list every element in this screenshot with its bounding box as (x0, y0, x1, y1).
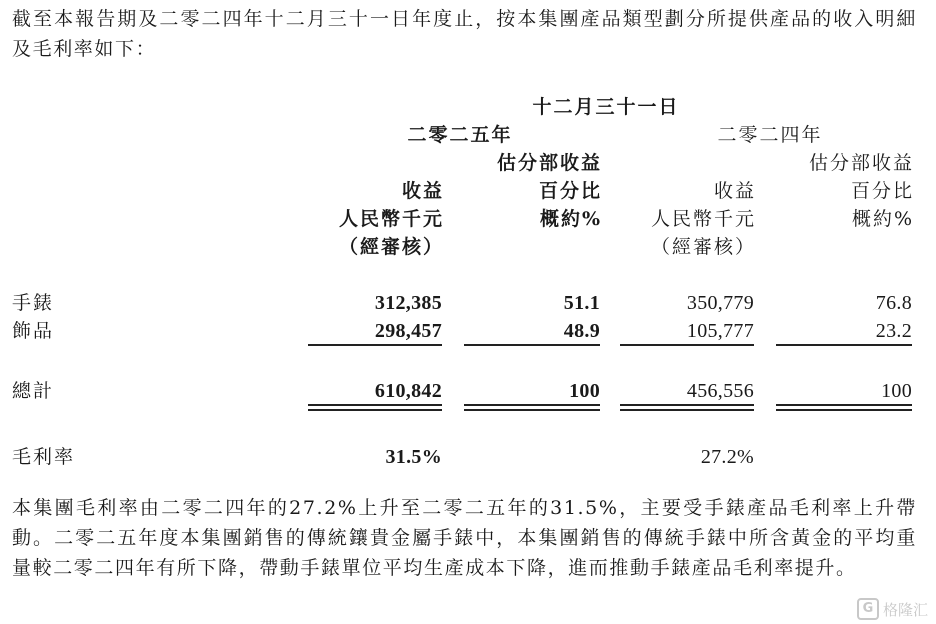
subtotal-rule-pct-2024 (776, 344, 912, 346)
subtotal-rule-pct-2025 (464, 344, 600, 346)
revenue-header-2025: 收益 (401, 180, 444, 202)
currency-header-2025: 人民幣千元 (338, 208, 444, 230)
row-label-total: 總計 (12, 380, 55, 402)
row-label-gross-margin: 毛利率 (12, 446, 76, 468)
subtotal-rule-rev-2024 (620, 344, 754, 346)
audited-header-2025: （經審核） (338, 236, 444, 258)
approx-pct-header-2024: 概約% (851, 208, 914, 230)
closing-paragraph: 本集團毛利率由二零二四年的27.2%上升至二零二五年的31.5%，主要受手錶產品毛利率上升帶動。二零二五年度本集團銷售的傳統鑲貴金屬手錶中，本集團銷售的傳統手錶中所含黃金的平均重量較二零二四年有所下降，帶動手錶單位平均生產成本下降，進而推動手錶產品毛利率提升。 (12, 497, 917, 579)
period-header: 十二月三十一日 (532, 96, 680, 118)
percentage-header-2025: 百分比 (538, 180, 602, 202)
watermark-icon: G (857, 598, 879, 620)
total-pct-2024: 100 (881, 380, 912, 402)
total-revenue-2025: 610,842 (374, 380, 442, 402)
watermark-text: 格隆汇 (882, 600, 928, 619)
total-double-rule-pct-2024 (776, 404, 912, 411)
percentage-header-2024: 百分比 (850, 180, 914, 202)
watches-revenue-2024: 350,779 (686, 292, 754, 314)
revenue-header-2024: 收益 (713, 180, 756, 202)
total-double-rule-rev-2024 (620, 404, 754, 411)
intro-paragraph: 截至本報告期及二零二四年十二月三十一日年度止，按本集團產品類型劃分所提供產品的收入明細及毛利率如下： (12, 8, 917, 60)
jewelry-pct-2025: 48.9 (563, 320, 600, 342)
watches-revenue-2025: 312,385 (374, 292, 442, 314)
jewelry-revenue-2025: 298,457 (374, 320, 442, 342)
subtotal-rule-rev-2025 (308, 344, 442, 346)
year-2025-header: 二零二五年 (407, 124, 513, 146)
year-2024-header: 二零二四年 (717, 124, 823, 146)
watermark-logo (857, 598, 928, 620)
total-pct-2025: 100 (569, 380, 600, 402)
total-double-rule-rev-2025 (308, 404, 442, 411)
total-revenue-2024: 456,556 (686, 380, 754, 402)
currency-header-2024: 人民幣千元 (650, 208, 756, 230)
row-label-watches: 手錶 (12, 292, 55, 314)
gross-margin-2025: 31.5% (385, 446, 442, 468)
jewelry-revenue-2024: 105,777 (686, 320, 754, 342)
jewelry-pct-2024: 23.2 (875, 320, 912, 342)
segment-header-2024: 估分部收益 (808, 152, 914, 174)
approx-pct-header-2025: 概約% (539, 208, 602, 230)
watches-pct-2025: 51.1 (563, 292, 600, 314)
watches-pct-2024: 76.8 (875, 292, 912, 314)
audited-header-2024: （經審核） (650, 236, 756, 258)
total-double-rule-pct-2025 (464, 404, 600, 411)
row-label-jewelry: 飾品 (12, 320, 55, 342)
segment-header-2025: 估分部收益 (496, 152, 602, 174)
gross-margin-2024: 27.2% (700, 446, 754, 468)
